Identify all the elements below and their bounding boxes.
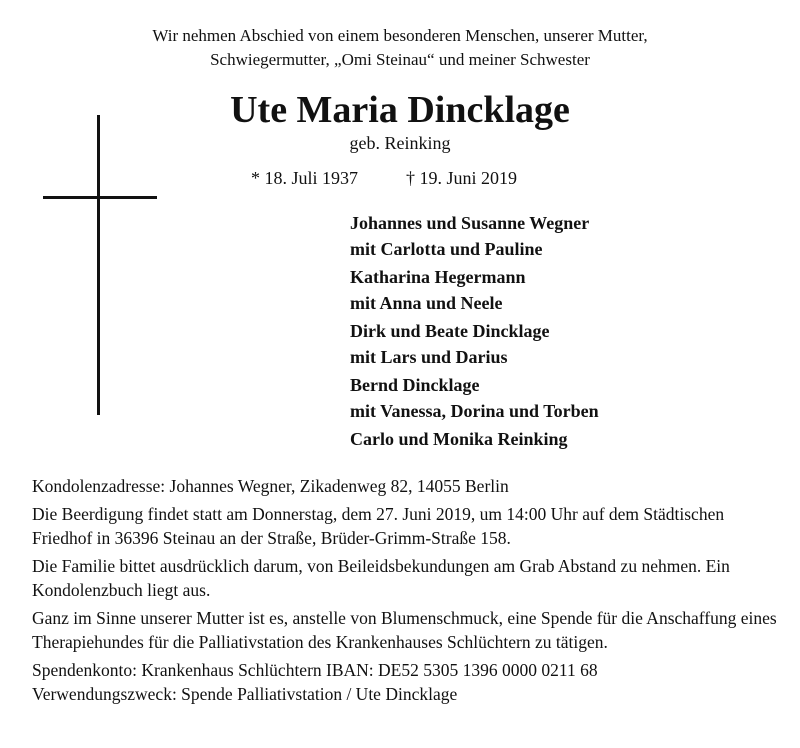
mourner-line: mit Vanessa, Dorina und Torben <box>350 401 599 421</box>
mourner-line: Dirk und Beate Dincklage <box>350 321 550 341</box>
payment-purpose: Verwendungszweck: Spende Palliativstation / Ute Dincklage <box>32 684 458 704</box>
mourner-line: mit Carlotta und Pauline <box>350 239 543 259</box>
bank-account: Spendenkonto: Krankenhaus Schlüchtern IBAN: DE52 5305 1396 0000 0211 68 <box>32 660 598 680</box>
mourner-line: Carlo und Monika Reinking <box>350 429 568 449</box>
mourner-group <box>350 372 599 424</box>
condolence-address: Kondolenzadresse: Johannes Wegner, Zikadenweg 82, 14055 Berlin <box>32 476 509 496</box>
intro-text <box>0 24 800 72</box>
cross-horizontal-bar <box>43 196 157 199</box>
funeral-details: Die Beerdigung findet statt am Donnerstag, dem 27. Juni 2019, um 14:00 Uhr auf dem Städtischen Friedhof in 36396 Steinau an der Straße, Brüder-Grimm-Straße 158. <box>32 504 725 548</box>
notice-details <box>32 474 782 710</box>
mourner-group <box>350 210 599 262</box>
mourner-line: Johannes und Susanne Wegner <box>350 213 590 233</box>
mourner-line: mit Lars und Darius <box>350 347 508 367</box>
intro-line-2: Schwiegermutter, „Omi Steinau“ und meiner Schwester <box>210 50 590 69</box>
mourner-line: Katharina Hegermann <box>350 267 526 287</box>
donation-account <box>32 658 782 706</box>
mourner-line: mit Anna und Neele <box>350 293 503 313</box>
intro-line-1: Wir nehmen Abschied von einem besonderen Menschen, unserer Mutter, <box>152 26 648 45</box>
life-dates <box>251 166 517 190</box>
mourner-group <box>350 318 599 370</box>
mourner-line: Bernd Dincklage <box>350 375 480 395</box>
mourners-list <box>350 210 599 454</box>
condolence-request: Die Familie bittet ausdrücklich darum, von Beileidsbekundungen am Grab Abstand zu nehmen. Ein Kondolenzbuch liegt aus. <box>32 556 730 600</box>
mourner-group <box>350 264 599 316</box>
death-date: † 19. Juni 2019 <box>406 168 518 188</box>
birth-date: * 18. Juli 1937 <box>251 168 359 188</box>
cross-vertical-bar <box>97 115 100 415</box>
deceased-name: Ute Maria Dincklage <box>230 89 570 131</box>
donation-request: Ganz im Sinne unserer Mutter ist es, anstelle von Blumenschmuck, eine Spende für die Anschaffung eines Therapiehundes für die Palliativstation des Krankenhauses Schlüchtern zu tätigen. <box>32 608 777 652</box>
mourner-group <box>350 426 599 452</box>
maiden-name: geb. Reinking <box>349 133 451 153</box>
